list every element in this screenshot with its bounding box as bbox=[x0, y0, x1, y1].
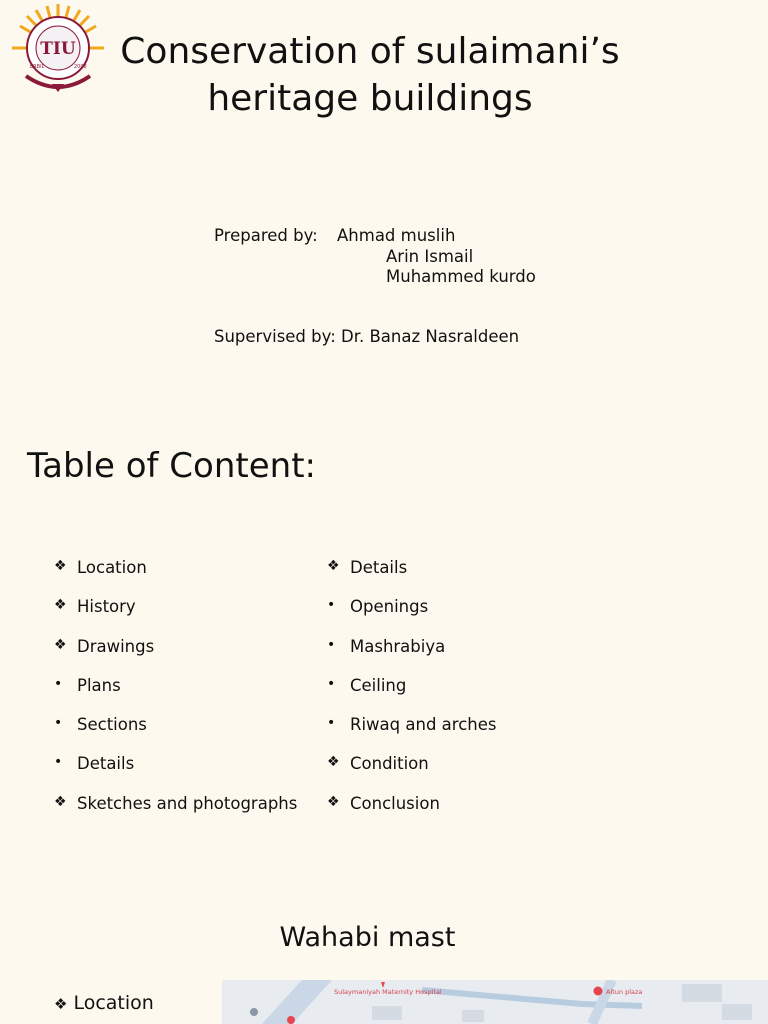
bullet-icon: ❖ bbox=[54, 995, 68, 1013]
author-name: Ahmad muslih bbox=[337, 226, 456, 245]
title-line-2: heritage buildings bbox=[207, 78, 533, 119]
bullet-icon: ❖ bbox=[54, 597, 67, 614]
toc-heading: Table of Content: bbox=[27, 446, 316, 486]
toc-item-label: Plans bbox=[77, 675, 121, 695]
toc-item-label: Sections bbox=[77, 715, 147, 735]
bullet-icon: ❖ bbox=[327, 558, 340, 574]
toc-item-label: Riwaq and arches bbox=[350, 715, 497, 735]
toc-item-label: History bbox=[77, 597, 136, 617]
prepared-by-block bbox=[214, 226, 536, 288]
toc-item-label: Mashrabiya bbox=[350, 636, 446, 656]
bullet-icon: ❖ bbox=[54, 636, 67, 653]
prepared-by-label: Prepared by: bbox=[214, 226, 318, 245]
bullet-icon: ❖ bbox=[54, 558, 67, 574]
location-map bbox=[222, 980, 768, 1024]
logo-city: ERBIL bbox=[30, 64, 45, 70]
toc-item-label: Drawings bbox=[77, 636, 155, 656]
toc-item-label: Location bbox=[77, 558, 147, 577]
bullet-icon: • bbox=[327, 675, 336, 692]
bullet-icon: ❖ bbox=[327, 754, 340, 771]
place-icon bbox=[250, 1008, 258, 1016]
bullet-icon: • bbox=[327, 715, 336, 732]
toc-item-label: Details bbox=[77, 754, 135, 774]
logo-initials: TIU bbox=[40, 39, 76, 59]
bullet-icon: • bbox=[327, 636, 336, 653]
toc-item-label: Conclusion bbox=[350, 793, 440, 813]
location-pin-icon bbox=[594, 987, 603, 996]
location-label: Location bbox=[73, 992, 154, 1014]
toc-item-label: Ceiling bbox=[350, 675, 407, 695]
map-label: Altun plaza bbox=[606, 988, 643, 996]
logo-year: 2008 bbox=[74, 64, 87, 70]
author-name: Muhammed kurdo bbox=[386, 267, 536, 286]
bullet-icon: • bbox=[54, 715, 63, 732]
toc-item-label: Condition bbox=[350, 754, 429, 774]
toc-item-label: Openings bbox=[350, 597, 429, 617]
bullet-icon: • bbox=[327, 597, 336, 614]
bullet-icon: ❖ bbox=[54, 793, 67, 810]
author-name: Arin Ismail bbox=[386, 246, 474, 266]
location-item bbox=[54, 992, 154, 1014]
toc-item-label: Details bbox=[350, 558, 408, 577]
page-title bbox=[80, 28, 660, 122]
bullet-icon: ❖ bbox=[327, 793, 340, 810]
supervised-by: Supervised by: Dr. Banaz Nasraldeen bbox=[214, 327, 520, 346]
title-line-1: Conservation of sulaimani’s bbox=[120, 31, 620, 72]
bullet-icon: • bbox=[54, 754, 63, 771]
section-title: Wahabi mast bbox=[279, 922, 456, 953]
bullet-icon: • bbox=[54, 675, 63, 692]
toc-item-label: Sketches and photographs bbox=[77, 793, 298, 813]
map-label: Sulaymaniyah Maternity Hospital bbox=[334, 988, 442, 996]
